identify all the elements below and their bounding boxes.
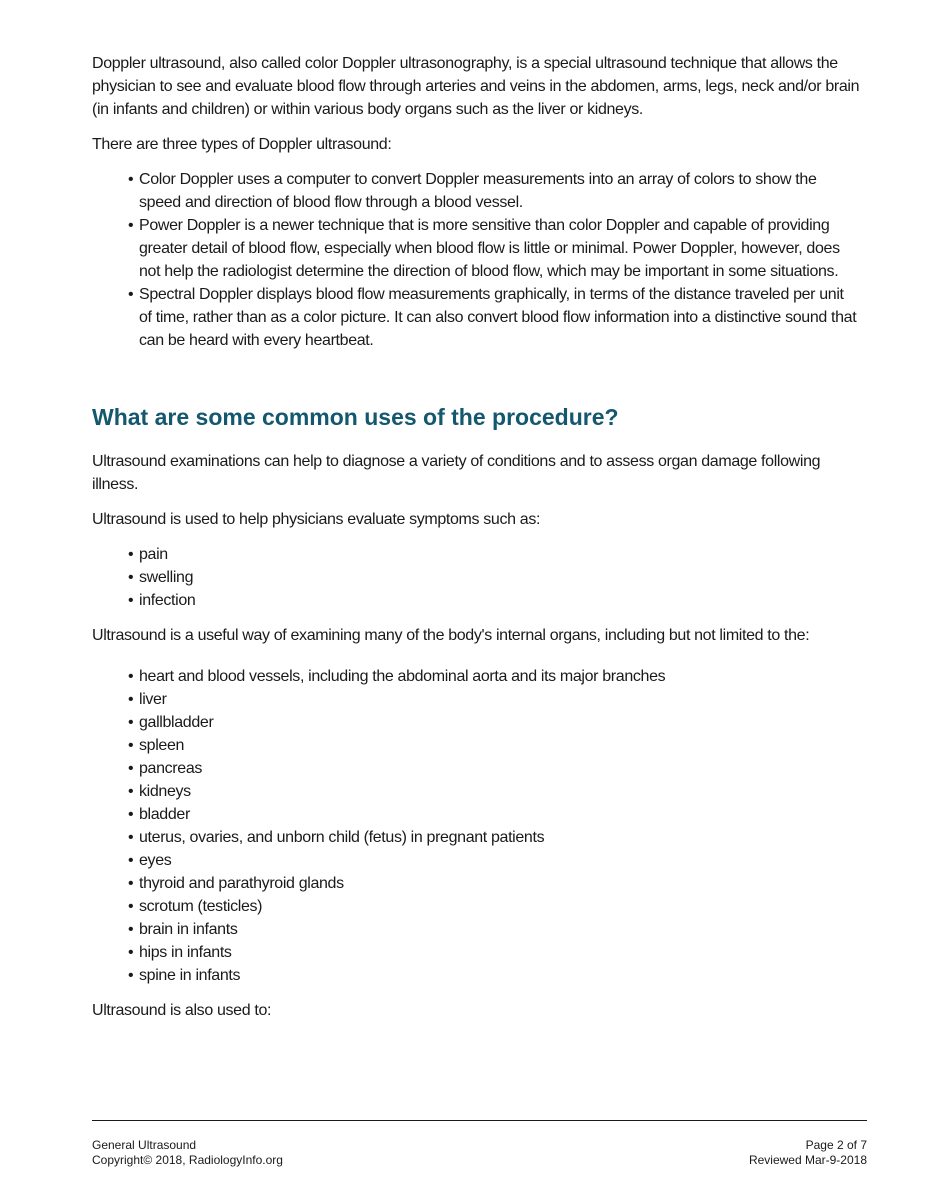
list-item: • Spectral Doppler displays blood flow measurements graphically, in terms of the distance traveled per unit of time, rather than as a color picture. It can also convert blood flow information into a distinctive sound that can be heard with every heartbeat. [128, 283, 867, 352]
intro-paragraph: Doppler ultrasound, also called color Doppler ultrasonography, is a special ultrasound technique that allows the physician to see and evaluate blood flow through arteries and veins in the abdomen, arms, legs, neck and/or brain (in infants and children) or within various body organs such as the liver or kidneys. [92, 55, 860, 118]
footer-doc-title: General Ultrasound [92, 1138, 197, 1152]
footer-reviewed-date: Reviewed Mar-9-2018 [748, 1153, 867, 1167]
list-item: • swelling [128, 566, 867, 589]
uses-intro: Ultrasound examinations can help to diagnose a variety of conditions and to assess organ damage following illness. [92, 453, 821, 493]
symptoms-intro: Ultrasound is used to help physicians evaluate symptoms such as: [92, 511, 541, 528]
document-body [92, 52, 867, 1034]
list-item: • pain [128, 543, 867, 566]
list-item: • hips in infants [128, 941, 867, 964]
list-item: • uterus, ovaries, and unborn child (fetus) in pregnant patients [128, 826, 867, 849]
types-intro: There are three types of Doppler ultrasound: [92, 136, 392, 153]
organs-intro: Ultrasound is a useful way of examining many of the body's internal organs, including but not limited to the: [92, 627, 810, 644]
footer-copyright: Copyright© 2018, RadiologyInfo.org [92, 1153, 283, 1167]
list-item: • kidneys [128, 780, 867, 803]
list-item: • infection [128, 589, 867, 612]
page-footer [92, 1120, 867, 1168]
list-item: • liver [128, 688, 867, 711]
list-item: • bladder [128, 803, 867, 826]
footer-page-number: Page 2 of 7 [805, 1138, 867, 1152]
list-item: • gallbladder [128, 711, 867, 734]
list-item: • thyroid and parathyroid glands [128, 872, 867, 895]
doppler-types-list [92, 168, 867, 352]
list-item: • spine in infants [128, 964, 867, 987]
list-item: • Power Doppler is a newer technique that is more sensitive than color Doppler and capable of providing greater detail of blood flow, especially when blood flow is little or minimal. Power Doppler, however, does not help the radiologist determine the direction of blood flow, which may be important in some situations. [128, 214, 867, 283]
list-item: • pancreas [128, 757, 867, 780]
also-used-paragraph: Ultrasound is also used to: [92, 1002, 272, 1019]
section-heading: What are some common uses of the procedure? [92, 404, 619, 430]
symptoms-list [92, 543, 867, 612]
organs-list [92, 665, 867, 987]
list-item: • scrotum (testicles) [128, 895, 867, 918]
list-item: • Color Doppler uses a computer to convert Doppler measurements into an array of colors to show the speed and direction of blood flow through a blood vessel. [128, 168, 867, 214]
list-item: • brain in infants [128, 918, 867, 941]
list-item: • spleen [128, 734, 867, 757]
list-item: • eyes [128, 849, 867, 872]
list-item: • heart and blood vessels, including the abdominal aorta and its major branches [128, 665, 867, 688]
